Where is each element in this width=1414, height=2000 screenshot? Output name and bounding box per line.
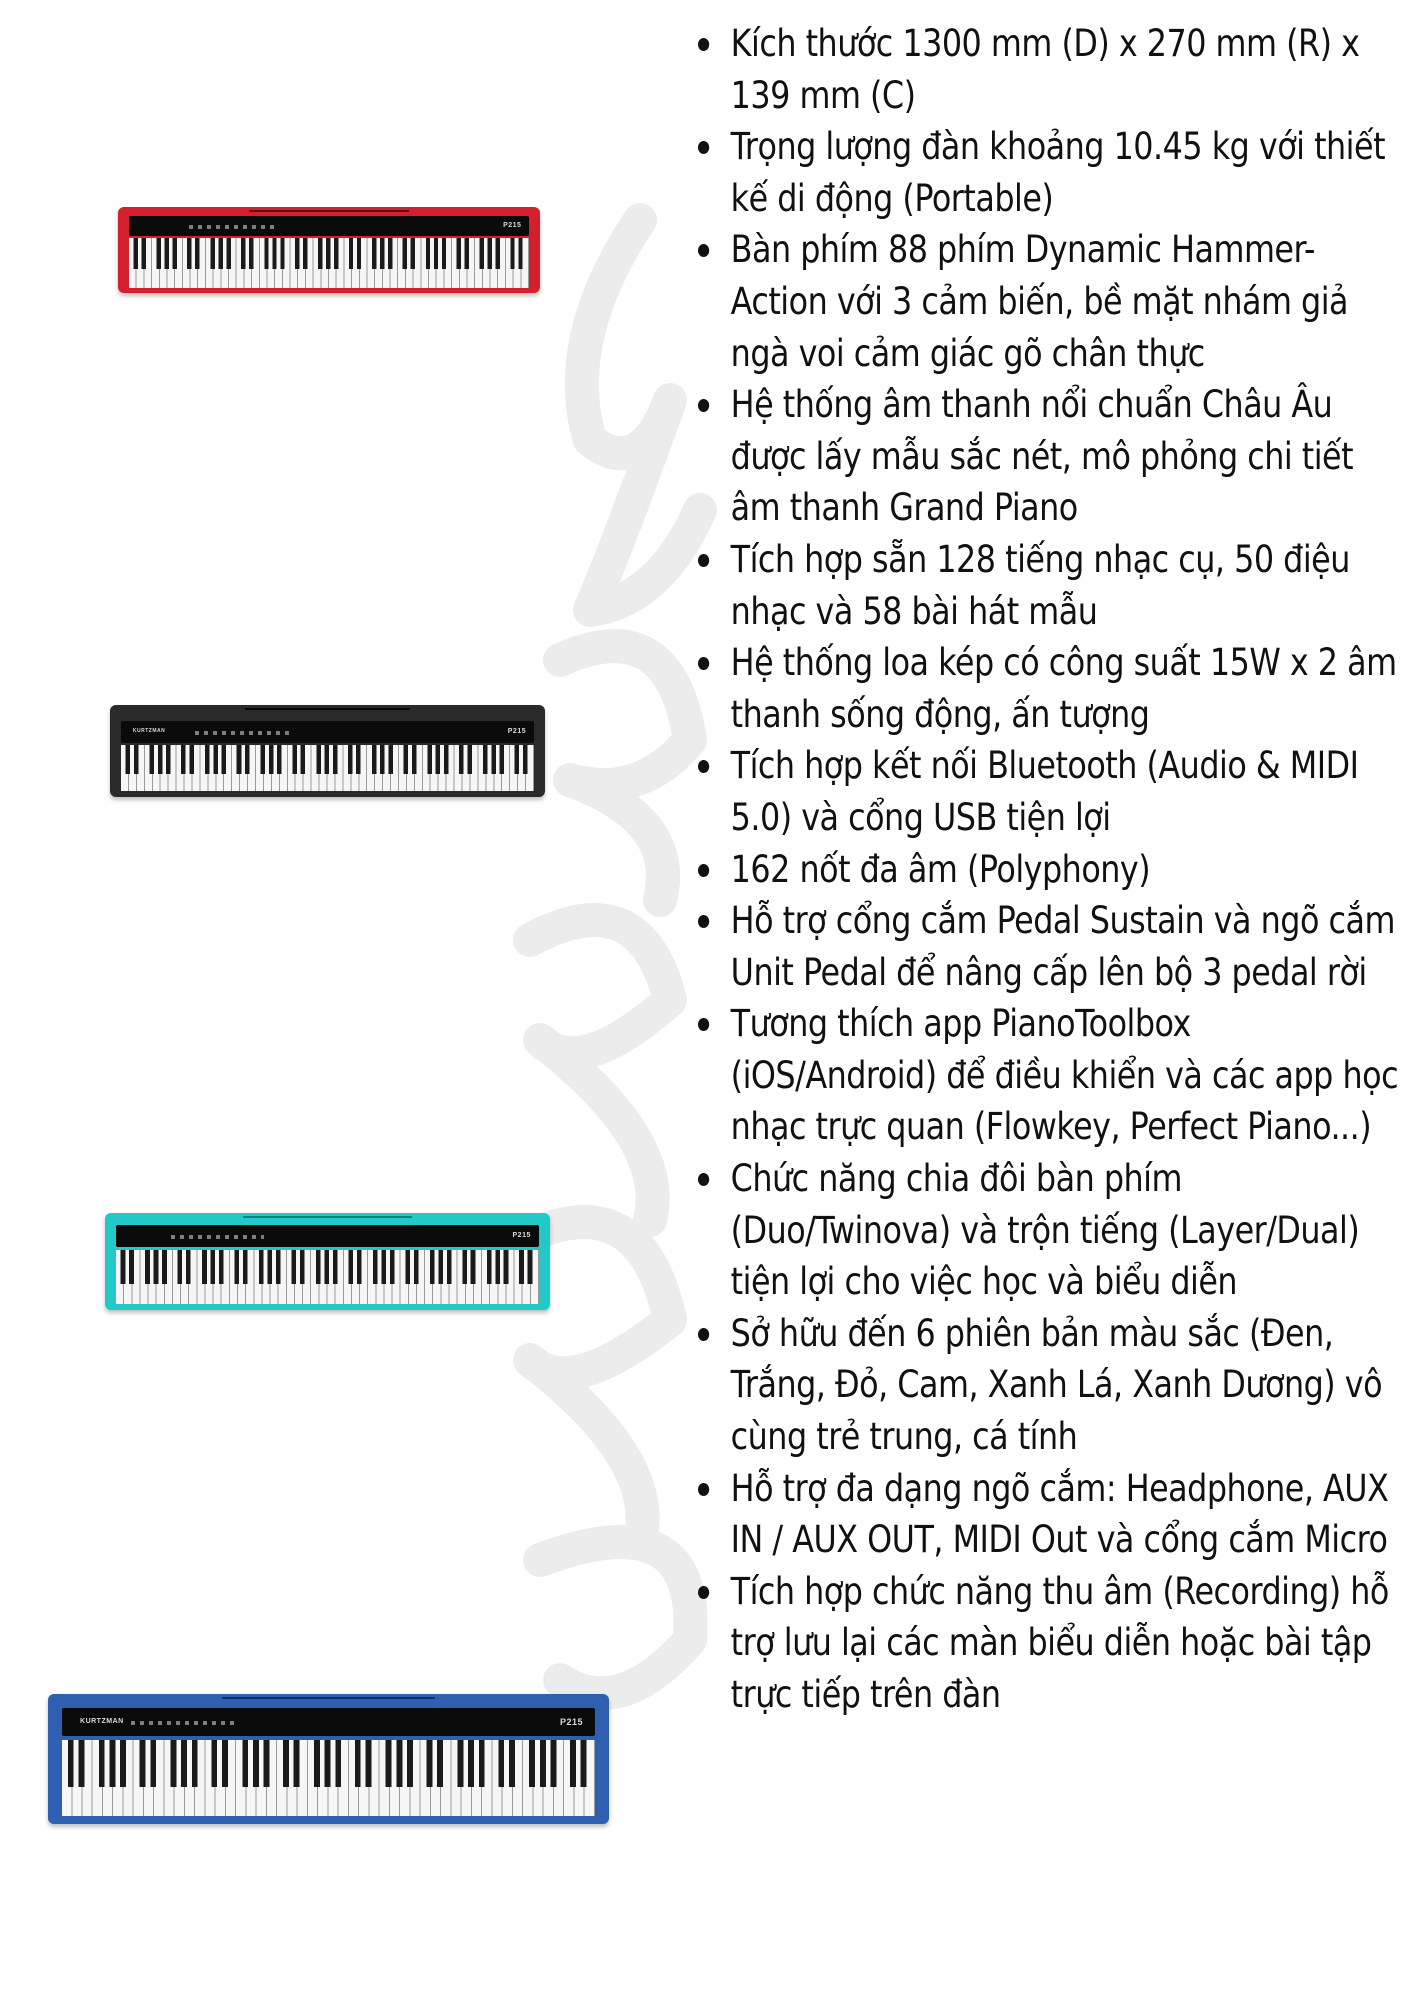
music-rest (249, 210, 409, 212)
piano-image-teal (105, 1213, 550, 1310)
music-rest (222, 1697, 435, 1699)
bullet-icon (698, 1586, 709, 1599)
feature-item: Trọng lượng đàn khoảng 10.45 kg với thiết kế di động (Portable) (698, 121, 1401, 224)
bullet-icon (698, 657, 709, 670)
piano-image-red (118, 207, 540, 293)
feature-item: Hệ thống âm thanh nổi chuẩn Châu Âu được lấy mẫu sắc nét, mô phỏng chi tiết âm thanh Grand Piano (698, 379, 1401, 534)
feature-item: Bàn phím 88 phím Dynamic Hammer-Action với 3 cảm biến, bề mặt nhám giả ngà voi cảm giác gõ chân thực (698, 224, 1401, 379)
keyboard (116, 1250, 539, 1304)
bullet-icon (698, 399, 709, 412)
bullet-icon (698, 244, 709, 257)
bullet-icon (698, 554, 709, 567)
bullet-icon (698, 864, 709, 877)
keyboard (129, 238, 530, 288)
bullet-icon (698, 915, 709, 928)
control-panel (129, 216, 530, 236)
feature-list (698, 18, 1414, 1721)
piano-image-blue (48, 1694, 609, 1824)
feature-item: Sở hữu đến 6 phiên bản màu sắc (Đen, Trắng, Đỏ, Cam, Xanh Lá, Xanh Dương) vô cùng trẻ trung, cá tính (698, 1308, 1401, 1463)
music-rest (243, 1216, 412, 1218)
bullet-icon (698, 1173, 709, 1186)
feature-item: Hỗ trợ cổng cắm Pedal Sustain và ngõ cắm Unit Pedal để nâng cấp lên bộ 3 pedal rời (698, 895, 1401, 998)
music-rest (245, 708, 410, 710)
keyboard (62, 1740, 595, 1816)
feature-item: Kích thước 1300 mm (D) x 270 mm (R) x 139 mm (C) (698, 18, 1401, 121)
feature-item: Tích hợp kết nối Bluetooth (Audio & MIDI 5.0) và cổng USB tiện lợi (698, 740, 1401, 843)
bullet-icon (698, 1018, 709, 1031)
bullet-icon (698, 760, 709, 773)
control-panel (121, 721, 534, 743)
model-label: P215 (503, 222, 522, 229)
piano-image-black (110, 705, 545, 797)
control-panel (116, 1225, 539, 1247)
feature-item: Tương thích app PianoToolbox (iOS/Android) để điều khiển và các app học nhạc trực quan (Flowkey, Perfect Piano...) (698, 998, 1401, 1153)
bullet-icon (698, 1328, 709, 1341)
bullet-icon (698, 38, 709, 51)
feature-list-container (698, 18, 1414, 1721)
feature-item: Tích hợp sẵn 128 tiếng nhạc cụ, 50 điệu nhạc và 58 bài hát mẫu (698, 534, 1401, 637)
model-label: P215 (512, 1232, 531, 1239)
control-panel (62, 1708, 595, 1736)
keyboard (121, 745, 534, 791)
feature-item: Hệ thống loa kép có công suất 15W x 2 âm thanh sống động, ấn tượng (698, 637, 1401, 740)
model-label: P215 (559, 1717, 583, 1727)
brand-label: KURTZMAN (80, 1718, 124, 1725)
bullet-icon (698, 1483, 709, 1496)
feature-item: 162 nốt đa âm (Polyphony) (698, 844, 1401, 896)
feature-item: Hỗ trợ đa dạng ngõ cắm: Headphone, AUX IN / AUX OUT, MIDI Out và cổng cắm Micro (698, 1463, 1401, 1566)
feature-item: Chức năng chia đôi bàn phím (Duo/Twinova) và trộn tiếng (Layer/Dual) tiện lợi cho việc học và biểu diễn (698, 1153, 1401, 1308)
brand-label: KURTZMAN (132, 728, 166, 734)
model-label: P215 (507, 728, 527, 735)
feature-item: Tích hợp chức năng thu âm (Recording) hỗ trợ lưu lại các màn biểu diễn hoặc bài tập trực tiếp trên đàn (698, 1566, 1401, 1721)
bullet-icon (698, 141, 709, 154)
